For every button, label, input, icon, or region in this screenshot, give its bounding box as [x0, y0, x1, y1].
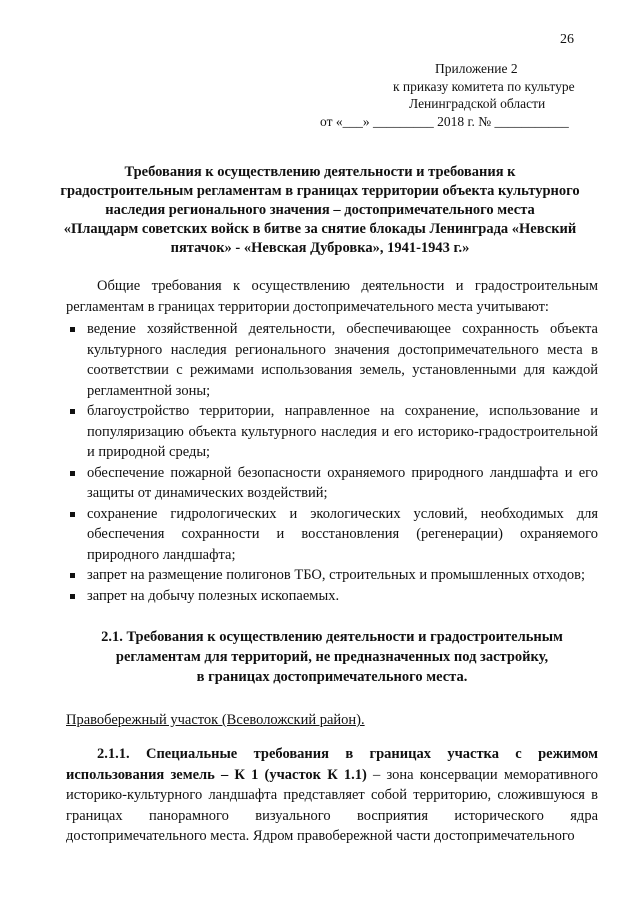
bullet-icon [70, 573, 75, 578]
list-item [66, 401, 598, 463]
requirements-list [66, 319, 598, 606]
list-item [66, 586, 598, 607]
list-item-text: запрет на размещение полигонов ТБО, строительных и промышленных отходов; [87, 567, 586, 583]
title-line-5: пятачок» - «Невская Дубровка», 1941-1943 г.» [170, 240, 470, 256]
appendix-line-3: Ленинградской области [409, 96, 546, 111]
list-item [66, 504, 598, 566]
list-item-text: благоустройство территории, направленное на сохранение, использование и популяризацию объекта культурного наследия и его историко-градостроительной и природной среды; [87, 403, 598, 460]
paragraph-text [66, 744, 598, 847]
section-heading-line-2: регламентам для территорий, не предназначенных под застройку, [115, 649, 549, 665]
bullet-icon [70, 512, 75, 517]
list-item [66, 565, 598, 586]
list-item-text: сохранение гидрологических и экологических условий, необходимых для обеспечения сохранности и восстановления (регенерации) охраняемого природного ландшафта; [87, 505, 598, 563]
title-line-2: градостроительным регламентам в границах территории объекта культурного [60, 183, 580, 199]
list-item-text: ведение хозяйственной деятельности, обеспечивающее сохранность объекта культурного наследия регионального значения достопримечательного места в соответствии с режимами использования земель, установленными для каждой регламентной зоны; [87, 321, 598, 399]
paragraph-2-1-1 [66, 744, 598, 847]
title-line-1: Требования к осуществлению деятельности и требования к [124, 164, 516, 180]
list-item-text: запрет на добычу полезных ископаемых. [87, 587, 340, 604]
page-number: 26 [560, 32, 574, 47]
bullet-icon [70, 594, 75, 599]
paragraph-bold-lead: 2.1.1. Специальные требования в границах участка с режимом использования земель – К 1 (участок К 1.1) [66, 746, 598, 783]
section-heading [66, 627, 598, 687]
document-title [56, 163, 584, 258]
list-item [66, 463, 598, 504]
intro-paragraph [66, 276, 598, 317]
paragraph-body: – зона консервации меморативного историко-культурного ландшафта представляет собой территорию, сложившуюся в границах панорамного визуального восприятия исторического ядра достопримечательного места. Ядром правобережной части достопримечательного [66, 766, 599, 844]
appendix-block [320, 60, 600, 130]
list-item-text: обеспечение пожарной безопасности охраняемого природного ландшафта и его защиты от динамических воздействий; [87, 464, 598, 501]
district-heading: Правобережный участок (Всеволожский район). [66, 712, 365, 728]
section-heading-line-1: 2.1. Требования к осуществлению деятельности и градостроительным [101, 629, 563, 645]
appendix-line-1: Приложение 2 [435, 61, 518, 76]
bullet-icon [70, 327, 75, 332]
intro-text: Общие требования к осуществлению деятельности и градостроительным регламентам в границах территории достопримечательного места учитывают: [66, 278, 598, 315]
bullet-icon [70, 471, 75, 476]
appendix-line-2: к приказу комитета по культуре [393, 78, 575, 94]
list-item [66, 319, 598, 401]
title-line-4: «Плацдарм советских войск в битве за снятие блокады Ленинграда «Невский [63, 221, 577, 237]
appendix-line-4: от «___» _________ 2018 г. № ___________ [320, 113, 569, 129]
section-heading-line-3: в границах достопримечательного места. [196, 669, 468, 685]
bullet-icon [70, 409, 75, 414]
title-line-3: наследия регионального значения – достопримечательного места [105, 202, 535, 218]
